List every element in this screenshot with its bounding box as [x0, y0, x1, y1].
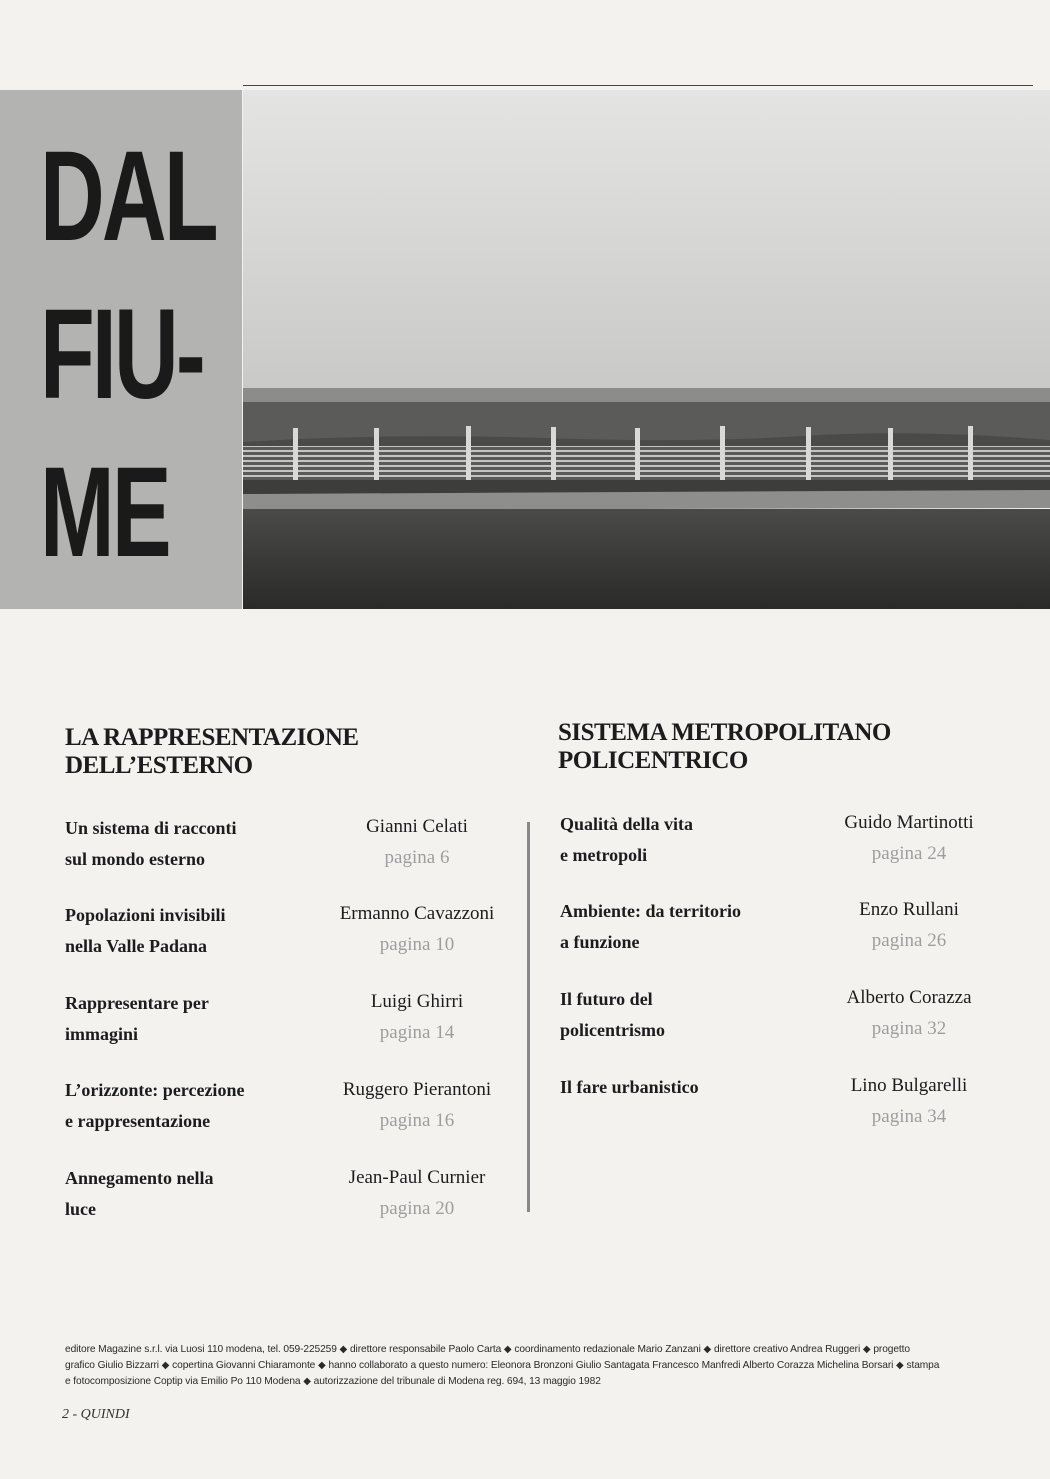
section-heading-left-line1: LA RAPPRESENTAZIONE [65, 724, 359, 751]
article-author [292, 986, 542, 1048]
author-name: Jean-Paul Curnier [348, 1167, 486, 1188]
article-author [292, 811, 542, 873]
page-number: pagina 14 [379, 1022, 455, 1043]
author-name: Enzo Rullani [859, 899, 959, 920]
page-number: pagina 32 [871, 1018, 947, 1039]
article-title-line1: Annegamento nella [65, 1168, 214, 1188]
magazine-title [40, 118, 216, 592]
article-title-line1: Ambiente: da territorio [560, 901, 741, 921]
article-title-line1: Popolazioni invisibili [65, 905, 226, 925]
article-title[interactable] [65, 1163, 214, 1225]
page-number: pagina 6 [384, 847, 450, 868]
article-title-line2: e metropoli [560, 845, 648, 865]
beach-fence-photo [243, 90, 1050, 609]
article-title-line2: policentrismo [560, 1020, 665, 1040]
article-title-line1: L’orizzonte: percezione [65, 1080, 245, 1100]
colophon-line-2: grafico Giulio Bizzarri ◆ copertina Giovanni Chiaramonte ◆ hanno collaborato a questo numero: Eleonora Bronzoni Giulio Santagata Francesco Manfredi Alberto Corazza Michelina Borsari ◆ stampa [65, 1360, 940, 1371]
article-title-line2: nella Valle Padana [65, 936, 208, 956]
page-number: pagina 24 [871, 843, 947, 864]
article-title-line1: Rappresentare per [65, 993, 209, 1013]
colophon-line-1: editore Magazine s.r.l. via Luosi 110 modena, tel. 059-225259 ◆ direttore responsabile Paolo Carta ◆ coordinamento redazionale Mario Zanzani ◆ direttore creativo Andrea Ruggeri ◆ progetto [65, 1344, 910, 1355]
colophon-line-3: e fotocomposizione Coptip via Emilio Po 110 Modena ◆ autorizzazione del tribunale di Modena reg. 694, 13 maggio 1982 [65, 1376, 601, 1387]
article-title-line1: Un sistema di racconti [65, 818, 237, 838]
author-name: Gianni Celati [366, 816, 468, 837]
page-number: pagina 20 [379, 1198, 455, 1219]
section-heading-left-line2: DELL’ESTERNO [65, 752, 253, 779]
article-author [784, 894, 1034, 956]
section-heading-right-line2: POLICENTRICO [558, 747, 748, 774]
article-title[interactable] [65, 1075, 244, 1137]
colophon [65, 1342, 1015, 1390]
article-title-line2: e rappresentazione [65, 1111, 211, 1131]
article-author [292, 898, 542, 960]
author-name: Luigi Ghirri [370, 991, 464, 1012]
title-line-1: DAL [40, 125, 216, 268]
title-line-2: FIU- [40, 283, 203, 426]
author-name: Ermanno Cavazzoni [339, 903, 495, 924]
article-author [784, 982, 1034, 1044]
title-line-3: ME [40, 441, 169, 584]
article-title-line1: Il futuro del [560, 989, 653, 1009]
article-title[interactable] [560, 896, 741, 958]
article-title-line2: sul mondo esterno [65, 849, 206, 869]
author-name: Alberto Corazza [846, 987, 972, 1008]
article-title[interactable] [560, 1072, 699, 1103]
author-name: Guido Martinotti [844, 812, 974, 833]
article-author [292, 1162, 542, 1224]
author-name: Ruggero Pierantoni [342, 1079, 492, 1100]
section-heading-right [558, 719, 891, 775]
article-title-line2: immagini [65, 1024, 139, 1044]
article-author [292, 1074, 542, 1136]
page-footer: 2 - QUINDI [62, 1407, 130, 1422]
article-title[interactable] [65, 813, 236, 875]
top-rule [243, 85, 1033, 86]
column-divider [527, 822, 530, 1212]
page-number: pagina 10 [379, 934, 455, 955]
article-title[interactable] [65, 988, 209, 1050]
article-title-line1: Il fare urbanistico [560, 1077, 699, 1097]
article-author [784, 807, 1034, 869]
article-title-line1: Qualità della vita [560, 814, 694, 834]
author-name: Lino Bulgarelli [850, 1075, 968, 1096]
article-title[interactable] [65, 900, 226, 962]
page-number: pagina 34 [871, 1106, 947, 1127]
article-title-line2: luce [65, 1199, 96, 1219]
page-number: pagina 16 [379, 1110, 455, 1131]
article-title[interactable] [560, 984, 665, 1046]
article-title-line2: a funzione [560, 932, 640, 952]
section-heading-right-line1: SISTEMA METROPOLITANO [558, 719, 891, 746]
section-heading-left [65, 724, 359, 780]
article-author [784, 1070, 1034, 1132]
article-title[interactable] [560, 809, 693, 871]
page-number: pagina 26 [871, 930, 947, 951]
